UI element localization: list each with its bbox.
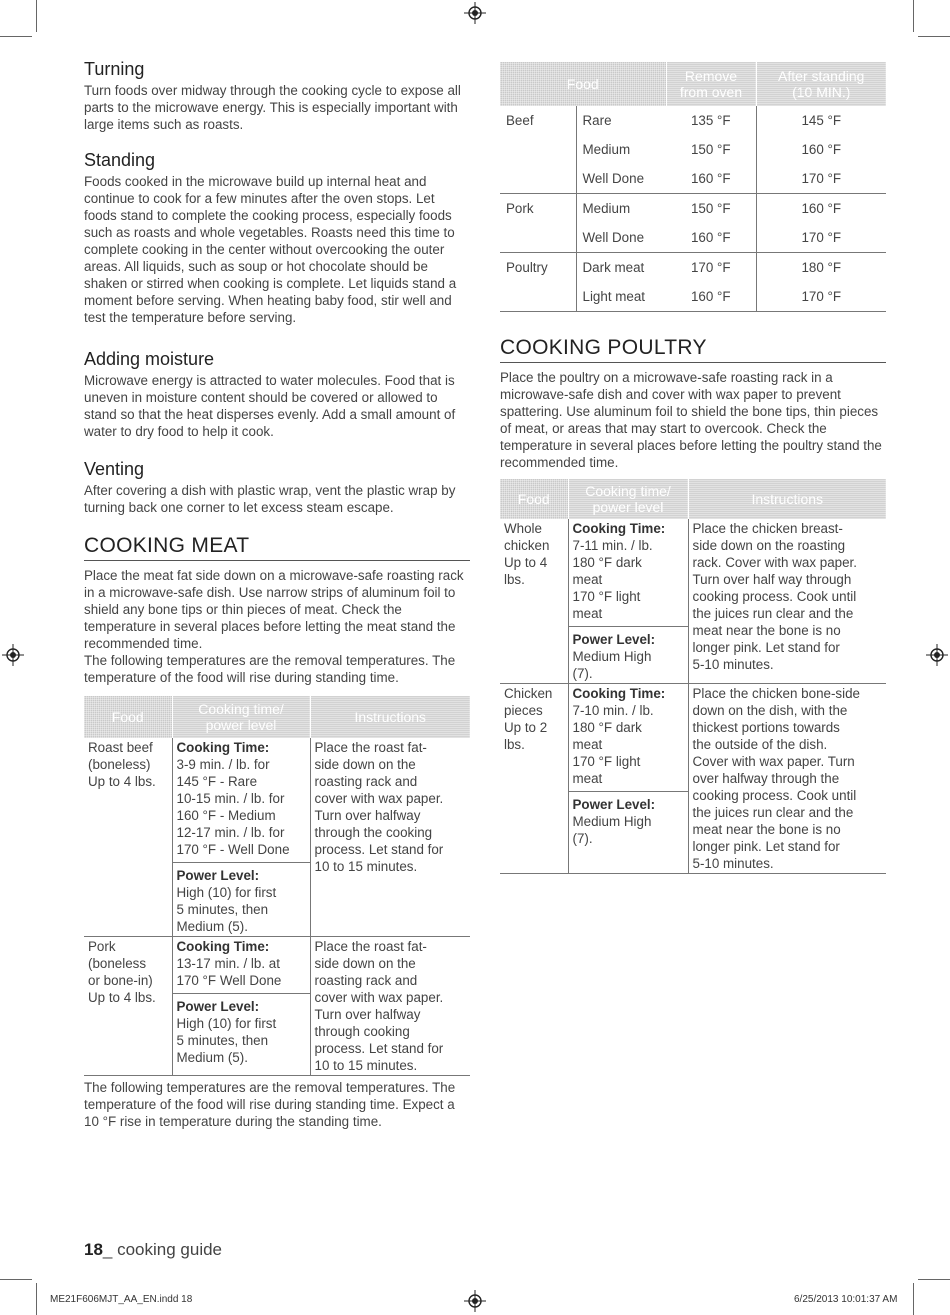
- standing-heading: Standing: [84, 150, 156, 170]
- venting-text: After covering a dish with plastic wrap, vent the plastic wrap by turning back one corner to let excess steam escape.: [84, 483, 456, 515]
- food-cell: [500, 223, 576, 253]
- remove-temp-cell: 160 °F: [690, 171, 731, 186]
- remove-temp-cell: 170 °F: [666, 253, 756, 283]
- table-row: [500, 684, 886, 874]
- table-row: [84, 937, 470, 1076]
- crop-mark: [913, 1283, 914, 1315]
- poultry-header-cooking: Cooking time/ power level: [568, 479, 688, 519]
- page-number: 18: [84, 1240, 103, 1259]
- table-row: [500, 106, 886, 135]
- doneness-cell: Medium: [576, 194, 666, 224]
- remove-temp-cell: 150 °F: [666, 194, 756, 224]
- remove-temp-cell: 160 °F: [666, 282, 756, 312]
- doneness-cell: Rare: [576, 106, 666, 135]
- table-row: [500, 519, 886, 684]
- remove-temp-cell: 135 °F: [690, 113, 731, 128]
- left-column: [84, 58, 470, 1130]
- table-row: [500, 223, 886, 253]
- poultry-table: [500, 479, 886, 874]
- meat-table: [84, 696, 470, 1076]
- meat-header-instructions: Instructions: [310, 696, 470, 738]
- instructions-cell: Place the chicken bone-side down on the dish, with the thickest portions towards the outside of the dish. Cover with wax paper. Turn over halfway through the cooking process. Cook until the juices run clear and the meat near the bone is no longer pink. Let stand for 5-10 minutes.: [688, 684, 886, 874]
- date-slug: 6/25/2013 10:01:37 AM: [794, 1294, 898, 1305]
- registration-mark-icon: [926, 644, 948, 666]
- crop-mark: [36, 1283, 37, 1315]
- food-cell: [500, 135, 576, 164]
- table-row: [500, 282, 886, 312]
- food-cell: Chicken pieces Up to 2 lbs.: [500, 684, 568, 874]
- cooking-cell: Cooking Time: 13-17 min. / lb. at 170 °F Well Done Power Level: High (10) for first 5 minutes, then Medium (5).: [172, 937, 310, 1076]
- meat-after-note: The following temperatures are the removal temperatures. The temperature of the food will rise during standing time. Expect a 10 °F rise in temperature during the standing time.: [84, 1080, 456, 1129]
- food-cell: Pork: [500, 194, 576, 224]
- registration-mark-icon: [464, 2, 486, 24]
- cooking-cell: Cooking Time: 7-11 min. / lb. 180 °F dark meat 170 °F light meat Power Level: Medium High (7).: [568, 519, 688, 684]
- food-cell: Pork (boneless or bone-in) Up to 4 lbs.: [84, 937, 172, 1076]
- cooking-poultry-title: COOKING POULTRY: [500, 336, 886, 363]
- remove-temp-cell: 160 °F: [690, 230, 731, 245]
- after-temp-cell: 170 °F: [756, 223, 886, 253]
- remove-temp-cell: 150 °F: [690, 142, 731, 157]
- cooking-cell: Cooking Time: 3-9 min. / lb. for 145 °F - Rare 10-15 min. / lb. for 160 °F - Medium 12-17 min. / lb. for 170 °F - Well Done Power Level: High (10) for first 5 minutes, then Medium (5).: [172, 738, 310, 937]
- table-row: [84, 738, 470, 937]
- crop-mark: [918, 36, 950, 37]
- meat-intro: Place the meat fat side down on a microwave-safe roasting rack in a microwave-safe dish. Use narrow strips of aluminum foil to shield any bone tips or thin pieces of meat. Check the temperature in several places before letting the meat stand the recommended time.: [84, 568, 464, 651]
- crop-mark: [918, 1279, 950, 1280]
- meat-header-food: Food: [84, 696, 172, 738]
- after-temp-cell: 160 °F: [756, 194, 886, 224]
- after-temp-cell: 145 °F: [756, 106, 886, 135]
- doneness-cell: Dark meat: [576, 253, 666, 283]
- registration-mark-icon: [464, 1290, 486, 1312]
- poultry-header-food: Food: [500, 479, 568, 519]
- registration-mark-icon: [2, 644, 24, 666]
- temp-header-remove: Remove from oven: [666, 62, 756, 106]
- footer-label: _ cooking guide: [102, 1240, 223, 1259]
- doneness-cell: Light meat: [576, 282, 666, 312]
- after-temp-cell: 170 °F: [756, 282, 886, 312]
- crop-mark: [913, 0, 914, 32]
- doneness-cell: Well Done: [576, 223, 666, 253]
- moisture-text: Microwave energy is attracted to water molecules. Food that is uneven in moisture content should be covered or allowed to stand so that the heat disperses evenly. Add a small amount of water to dry food to help it cook.: [84, 373, 456, 439]
- table-row: [500, 164, 886, 194]
- doneness-cell: Medium: [576, 135, 666, 164]
- meat-header-cooking: Cooking time/ power level: [172, 696, 310, 738]
- table-row: [500, 253, 886, 283]
- turning-text: Turn foods over midway through the cooking cycle to expose all parts to the microwave energy. This is especially important with large items such as roasts.: [84, 83, 461, 132]
- page-footer: [84, 1240, 222, 1260]
- food-cell: Poultry: [500, 253, 576, 283]
- crop-mark: [0, 1279, 32, 1280]
- food-cell: Roast beef (boneless) Up to 4 lbs.: [88, 740, 156, 789]
- after-temp-cell: 160 °F: [756, 135, 886, 164]
- temperature-table: [500, 62, 886, 312]
- cooking-cell: Cooking Time: 7-10 min. / lb. 180 °F dark meat 170 °F light meat Power Level: Medium High (7).: [568, 684, 688, 874]
- moisture-heading: Adding moisture: [84, 349, 215, 369]
- right-column: [500, 62, 886, 874]
- instructions-cell: Place the roast fat- side down on the roasting rack and cover with wax paper. Turn over halfway through the cooking process. Let stand for 10 to 15 minutes.: [310, 738, 470, 937]
- poultry-header-instructions: Instructions: [688, 479, 886, 519]
- after-temp-cell: 180 °F: [756, 253, 886, 283]
- turning-heading: Turning: [84, 59, 145, 79]
- temp-header-food: Food: [500, 62, 666, 106]
- standing-text: Foods cooked in the microwave build up internal heat and continue to cook for a few minutes after the oven stops. Let foods stand to complete the cooking process, especially foods such as roasts and whole vegetables. Roasts need this time to complete cooking in the center without overcooking the outer areas. All liquids, such as soup or hot chocolate should be shaken or stirred when cooking is complete. Let liquids stand a moment before serving. When heating baby food, stir well and test the temperature before serving.: [84, 174, 457, 325]
- crop-mark: [0, 36, 32, 37]
- file-slug: ME21F606MJT_AA_EN.indd 18: [50, 1294, 193, 1305]
- food-cell: Beef: [506, 113, 534, 128]
- crop-mark: [36, 0, 37, 32]
- instructions-cell: Place the roast fat- side down on the roasting rack and cover with wax paper. Turn over halfway through cooking process. Let stand for 10 to 15 minutes.: [310, 937, 470, 1076]
- meat-removal-note: The following temperatures are the removal temperatures. The temperature of the food will rise during standing time.: [84, 653, 456, 685]
- food-cell: Whole chicken Up to 4 lbs.: [504, 521, 550, 587]
- table-row: [500, 194, 886, 224]
- after-temp-cell: 170 °F: [756, 164, 886, 194]
- food-cell: [500, 282, 576, 312]
- cooking-meat-title: COOKING MEAT: [84, 534, 470, 561]
- temp-header-after: After standing (10 MIN.): [756, 62, 886, 106]
- venting-heading: Venting: [84, 459, 145, 479]
- doneness-cell: Well Done: [576, 164, 666, 194]
- poultry-intro: Place the poultry on a microwave-safe roasting rack in a microwave-safe dish and cover with wax paper to prevent spattering. Use aluminum foil to shield the bone tips, thin pieces of meat, or areas that may start to overcook. Check the temperature in several places before letting the poultry stand the recommended time.: [500, 370, 882, 470]
- table-row: [500, 135, 886, 164]
- instructions-cell: Place the chicken breast- side down on the roasting rack. Cover with wax paper. Turn over half way through cooking process. Cook until the juices run clear and the meat near the bone is no longer pink. Let stand for 5-10 minutes.: [688, 519, 886, 684]
- food-cell: [500, 164, 576, 194]
